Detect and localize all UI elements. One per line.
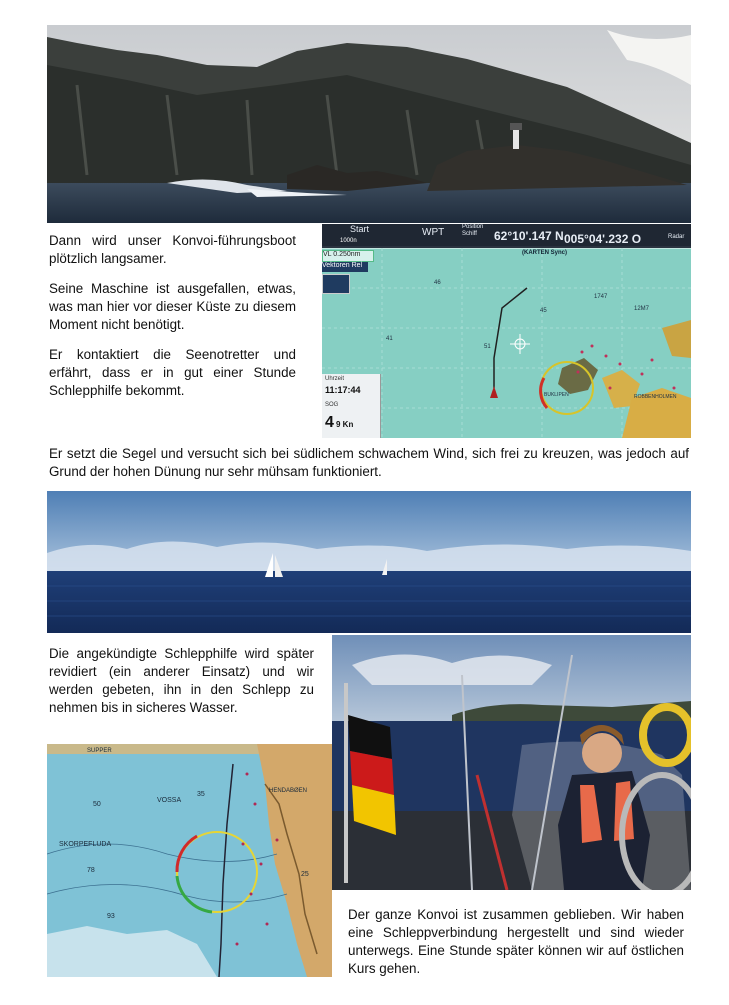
text-block-4 bbox=[348, 906, 684, 990]
plotter-start-label: Start bbox=[350, 224, 370, 234]
paragraph-4: Er setzt die Segel und versucht sich bei südlichem schwachem Wind, sich frei zu kreuzen, was jedoch auf Grund der hohen Dünung nur sehr mühsam funktioniert. bbox=[49, 446, 689, 479]
paragraph-6: Der ganze Konvoi ist zusammen geblieben. Wir haben eine Schleppverbindung hergestellt und sind wieder unterwegs. Eine Stunde später können wir auf östlichen Kurs gehen. bbox=[348, 907, 684, 976]
plotter-place-2: ROBBENHOLMEN bbox=[634, 394, 677, 400]
plotter-depth-4: 51 bbox=[484, 344, 491, 350]
plotter-info-panel bbox=[322, 374, 381, 438]
plotter-speed-value: 4 bbox=[325, 414, 334, 431]
plotter-vl-label[interactable]: VL 0.250nm bbox=[322, 250, 374, 262]
plotter-radar-label: Radar bbox=[668, 234, 685, 240]
plotter-place-1: BUKLIPEN bbox=[544, 392, 569, 398]
plotter-map-label: (KARTEN Sync) bbox=[522, 250, 568, 256]
plotter-top-bar bbox=[322, 224, 691, 246]
plotter-speed-label: SOG bbox=[325, 402, 339, 408]
photo-coastal-cliffs bbox=[47, 25, 691, 223]
paragraph-5: Die angekündigte Schlepphilfe wird später revidiert (ein anderer Einsatz) und wir werden gebeten, ihn in den Schlepp zu nehmen bis in sicheres Wasser. bbox=[49, 646, 314, 715]
plotter-speed-unit: 9 Kn bbox=[336, 420, 354, 429]
paperchart-depth-1: 35 bbox=[197, 791, 205, 798]
plotter-longitude: 005°04'.232 O bbox=[564, 232, 642, 246]
paragraph-3: Er kontaktiert die Seenotretter und erfährt, dass er in gut einer Stunde Schlepphilfe bekommt. bbox=[49, 347, 296, 398]
photo-chart-plotter bbox=[322, 224, 691, 438]
paper-chart-illustration bbox=[47, 744, 332, 977]
paperchart-depth-3: 78 bbox=[87, 867, 95, 874]
plotter-position-label: Position Schiff bbox=[462, 224, 484, 237]
plotter-wpt-label: WPT bbox=[422, 227, 445, 238]
plotter-time-label: Uhrzeit bbox=[325, 376, 345, 382]
open-sea-illustration bbox=[47, 491, 691, 633]
plotter-scale: 1000n bbox=[340, 238, 357, 244]
text-block-3 bbox=[49, 645, 314, 729]
plotter-latitude: 62°10'.147 N bbox=[494, 229, 564, 243]
plotter-depth-1: 46 bbox=[434, 280, 441, 286]
paperchart-depth-4: 93 bbox=[107, 913, 115, 920]
plotter-depth-2: 45 bbox=[540, 308, 547, 314]
plotter-time: 11:17:44 bbox=[325, 385, 361, 395]
plotter-vektor-label[interactable]: Vektoren Rel bbox=[322, 262, 368, 272]
plotter-ship-icon[interactable] bbox=[322, 274, 350, 294]
plotter-depth-3: 41 bbox=[386, 336, 393, 342]
paragraph-2: Seine Maschine ist ausgefallen, etwas, was man hier vor dieser Küste zu diesem Moment nicht benötigt. bbox=[49, 281, 296, 332]
photo-helmswoman bbox=[332, 635, 691, 890]
paperchart-depth-5: 25 bbox=[301, 871, 309, 878]
paperchart-place-1: VOSSA bbox=[157, 797, 182, 804]
cliffs-illustration bbox=[47, 25, 691, 223]
plotter-depth-5: 1747 bbox=[594, 294, 608, 300]
paperchart-depth-2: 50 bbox=[93, 801, 101, 808]
paperchart-place-4: SUPPER bbox=[87, 748, 112, 754]
photo-open-sea-sailboats bbox=[47, 491, 691, 633]
paperchart-place-2: HENDABØEN bbox=[269, 788, 308, 794]
photo-paper-chart bbox=[47, 744, 332, 977]
helmswoman-illustration bbox=[332, 635, 691, 890]
plotter-depth-6: 12M7 bbox=[634, 306, 650, 312]
text-block-1 bbox=[49, 232, 296, 412]
paperchart-place-3: SKORPEFLUDA bbox=[59, 841, 112, 848]
paragraph-1: Dann wird unser Konvoi-führungsboot plötzlich langsamer. bbox=[49, 233, 296, 266]
text-block-2 bbox=[49, 445, 689, 493]
